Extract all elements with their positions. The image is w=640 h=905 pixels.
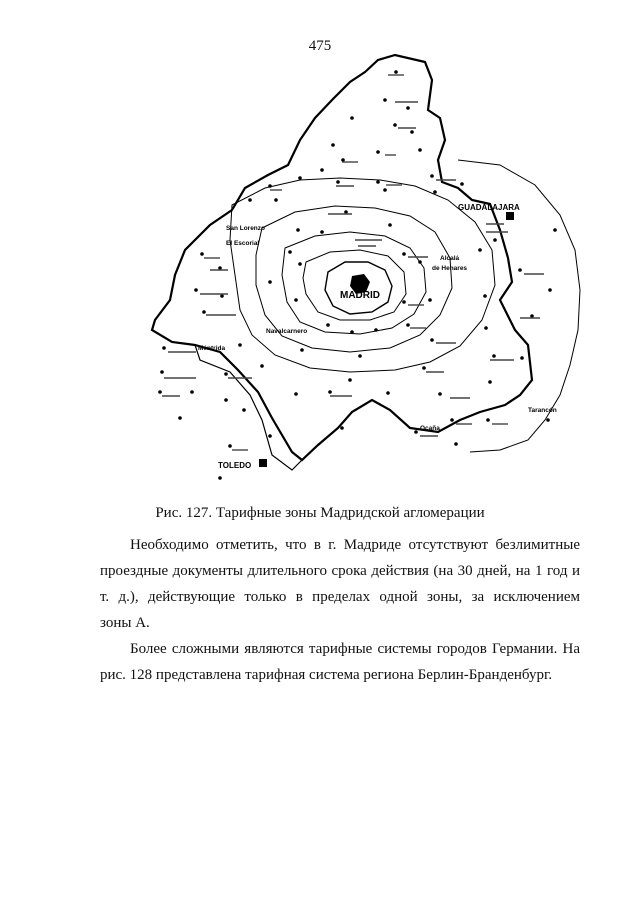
paragraph-2-line-1: Более сложными являются тарифные системы городов Германии. На [130, 641, 580, 657]
page-number: 475 [308, 38, 332, 54]
alcala-label: Alcalá [440, 255, 460, 262]
ocana-label: Ocaña [420, 425, 440, 432]
madrid-label: MADRID [340, 290, 380, 301]
paragraph-2-line-2: рис. 128 представлена тарифная система региона Берлин-Бранденбург. [100, 667, 553, 683]
paragraph-1-line-3: т. д.), действующие только в пределах одной зоны, за исключением [100, 589, 580, 605]
paragraph-2 [100, 636, 580, 688]
paragraph-1-line-1: Необходимо отметить, что в г. Мадриде отсутствуют безлимитные [130, 537, 580, 553]
toledo-boundary [195, 345, 302, 470]
paragraph-1 [100, 532, 580, 636]
paragraph-1-line-4: зоны А. [100, 615, 150, 631]
san-lorenzo-label: San Lorenzo [226, 225, 266, 232]
tarancon-label: Tarancón [528, 407, 557, 414]
toledo-marker [259, 459, 267, 467]
mentrida-label: Méntrida [198, 345, 226, 352]
guadalajara-marker [506, 212, 514, 220]
navalcarnero-label: Navalcarnero [266, 328, 308, 335]
town-dots [158, 70, 557, 480]
figure-caption: Рис. 127. Тарифные зоны Мадридской агломерации [155, 505, 485, 521]
de-henares-label: de Henares [432, 265, 468, 272]
guadalajara-label: GUADALAJARA [458, 203, 520, 212]
paragraph-1-line-2: проездные документы длительного срока действия (на 30 дней, на 1 год и [100, 563, 580, 579]
el-escorial-label: El Escorial [226, 240, 260, 247]
toledo-label: TOLEDO [218, 461, 252, 470]
